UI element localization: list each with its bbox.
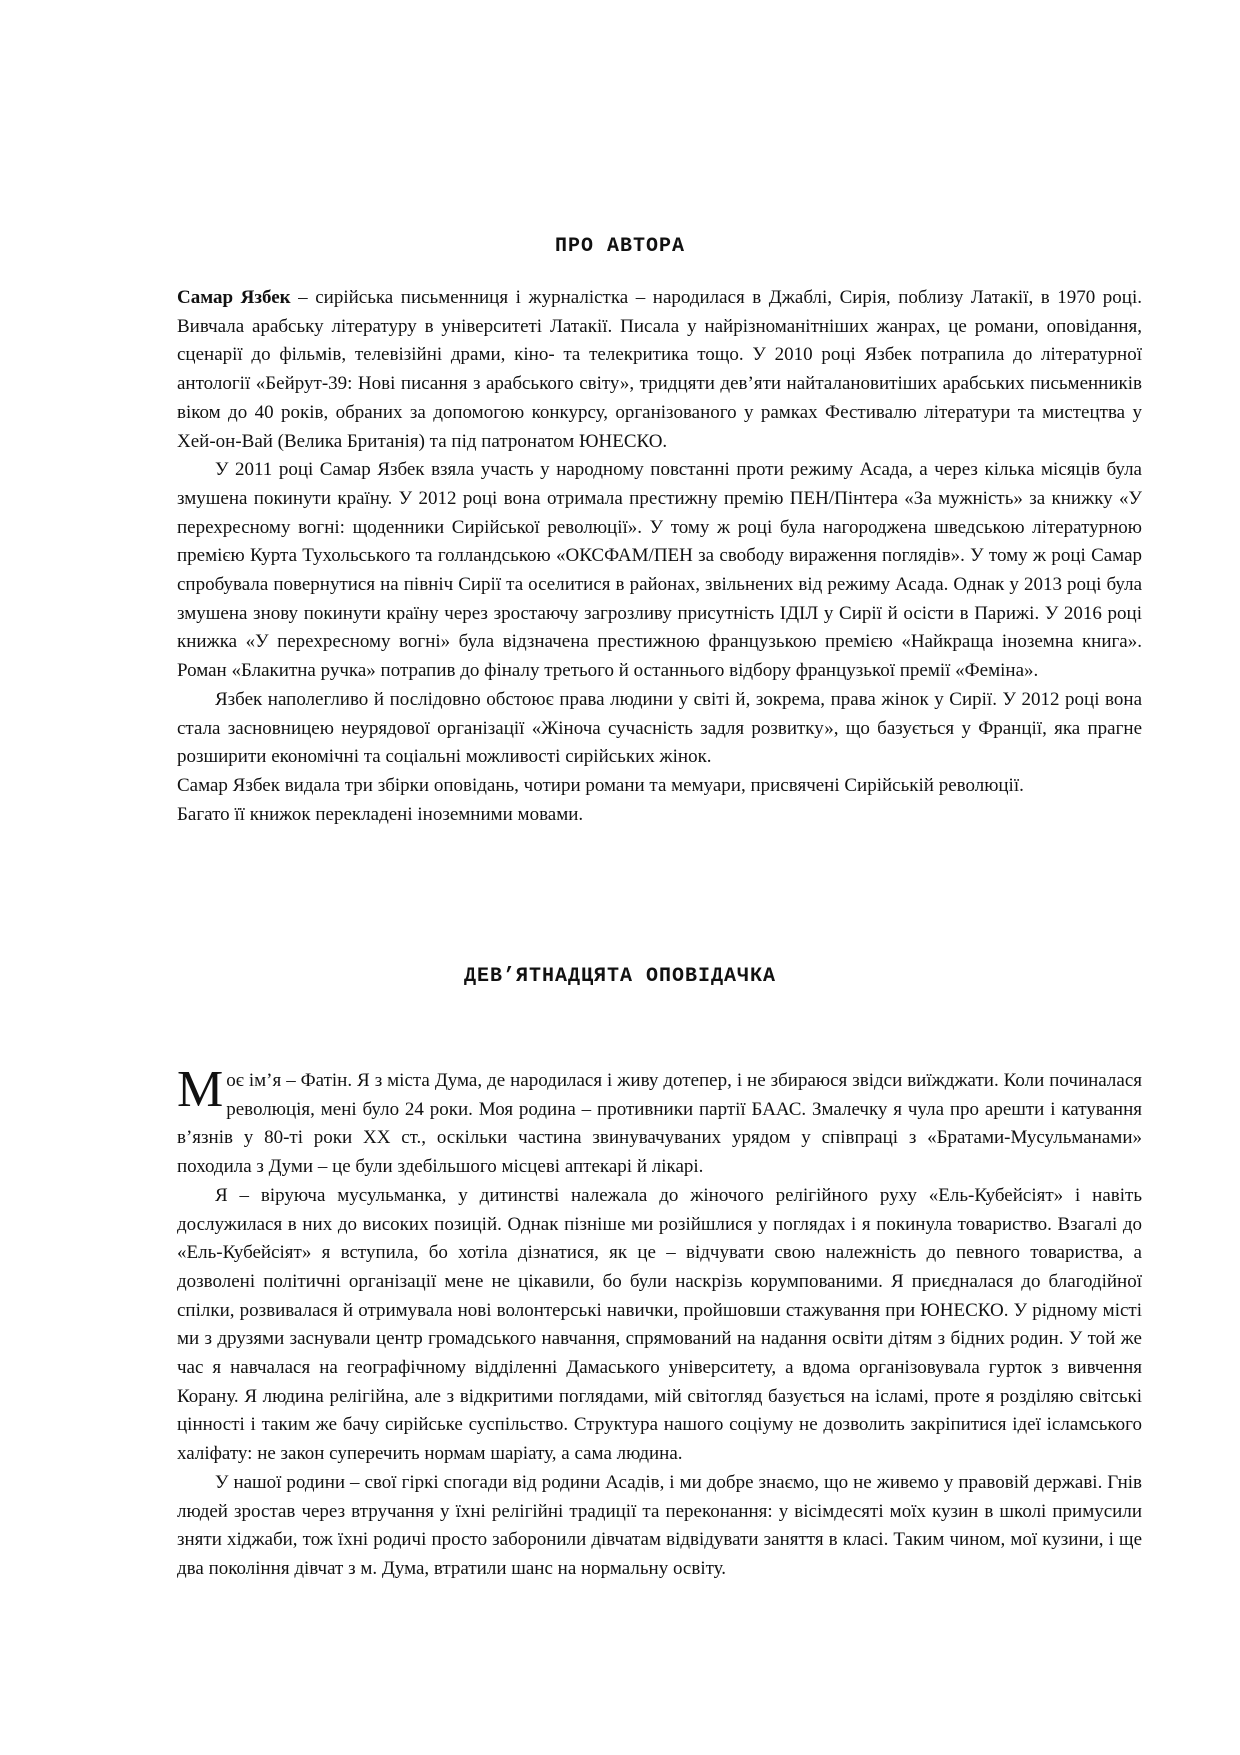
about-paragraph-1-text: – сирійська письменниця і журналістка – народилася в Джаблі, Сирія, поблизу Латакії, в 1970 році. Вивчала арабську літературу в університеті Латакії. Писала у найрізноманітніших жанрах, це романи, оповідання, сценарії до фільмів, телевізійні драми, кіно- та телекритика тощо. У 2010 році Язбек потрапила до літературної антології «Бейрут-39: Нові писання з арабського світу», тридцяти дев’яти найталановитіших арабських письменників віком до 40 років, обраних за допомогою конкурсу, організованого у рамках Фестивалю літератури та мистецтва у Хей-он-Вай (Велика Британія) та під патронатом ЮНЕСКО.: [177, 287, 1142, 452]
about-author-section: [177, 284, 1142, 829]
about-paragraph-4-line-2: Багато її книжок перекладені іноземними мовами.: [177, 803, 584, 825]
author-name: Самар Язбек: [177, 287, 291, 308]
about-paragraph-2: У 2011 році Самар Язбек взяла участь у народному повстанні проти режиму Асада, а через кілька місяців була змушена покинути країну. У 2012 році вона отримала престижну премію ПЕН/Пінтера «За мужність» за книжку «У перехресному вогні: щоденники Сирійської революції». У тому ж році була нагороджена шведською літературною премією Курта Тухольського та голландською «ОКСФАМ/ПЕН за свободу вираження поглядів». У тому ж році Самар спробувала повернутися на північ Сирії та оселитися в районах, звільнених від режиму Асада. Однак у 2013 році була змушена знову покинути країну через зростаючу загрозливу присутність ІДІЛ у Сирії й осісти в Парижі. У 2016 році книжка «У перехресному вогні» була відзначена престижною французькою премією «Найкраща іноземна книга». Роман «Блакитна ручка» потрапив до фіналу третього й останнього відбору французької премії «Феміна».: [177, 459, 1142, 682]
about-paragraph-4-line-1: Самар Язбек видала три збірки оповідань, чотири романи та мемуари, присвячені Сирійській революції.: [177, 774, 1024, 796]
story-paragraph-1: Моє ім’я – Фатін. Я з міста Дума, де народилася і живу дотепер, і не збираюся звідси виїжджати. Коли починалася революція, мені було 24 роки. Моя родина – противники партії БААС. Змалечку я чула про арешти і катування в’язнів у 80-ті роки XX ст., оскільки частина звинувачуваних урядом у співпраці з «Братами-Мусульманами» походила з Думи – це були здебільшого місцеві аптекарі й лікарі.: [177, 1061, 1142, 1178]
about-paragraph-1: [177, 284, 1142, 456]
story-paragraph-3: У нашої родини – свої гіркі спогади від родини Асадів, і ми добре знаємо, що не живемо у правовій державі. Гнів людей зростав через втручання у їхні релігійні традиції та переконання: у вісімдесяті моїх кузин в школі примусили зняти хіджаби, тож їхні родичі просто заборонили дівчатам відвідувати заняття в класі. Таким чином, мої кузини, і ще два покоління дівчат з м. Дума, втратили шанс на нормальну освіту.: [177, 1471, 1142, 1579]
story-section: [177, 1061, 1142, 1584]
story-title-heading: ДЕВ’ЯТНАДЦЯТА ОПОВІДАЧКА: [463, 965, 777, 988]
story-paragraph-2: Я – віруюча мусульманка, у дитинстві належала до жіночого релігійного руху «Ель-Кубейсіят» і навіть дослужилася в них до високих позицій. Однак пізніше ми розійшлися у поглядах і я покинула товариство. Взагалі до «Ель-Кубейсіят» я вступила, бо хотіла дізнатися, як це – відчувати свою належність до певного товариства, а дозволені політичні організації мене не цікавили, бо були наскрізь корумпованими. Я приєдналася до благодійної спілки, розвивалася й отримувала нові волонтерські навички, пройшовши стажування при ЮНЕСКО. У рідному місті ми з друзями заснували центр громадського навчання, спрямований на надання освіти дітям з бідних родин. У той же час я навчалася на географічному відділенні Дамаського університету, а вдома організовувала гурток з вивчення Корану. Я людина релігійна, але з відкритими поглядами, мій світогляд базується на ісламі, проте я розділяю світські цінності і таким же бачу сирійське суспільство. Структура нашого соціуму не дозволить закріпитися ідеї ісламського халіфату: не закон суперечить нормам шаріату, а сама людина.: [177, 1184, 1142, 1465]
about-paragraph-3: Язбек наполегливо й послідовно обстоює права людини у світі й, зокрема, права жінок у Сирії. У 2012 році вона стала засновницею неурядової організації «Жіноча сучасність задля розвитку», що базується у Франції, яка прагне розширити економічні та соціальні можливості сирійських жінок.: [177, 688, 1142, 768]
about-paragraph-4: [177, 772, 1142, 829]
about-author-heading: ПРО АВТОРА: [554, 235, 686, 258]
